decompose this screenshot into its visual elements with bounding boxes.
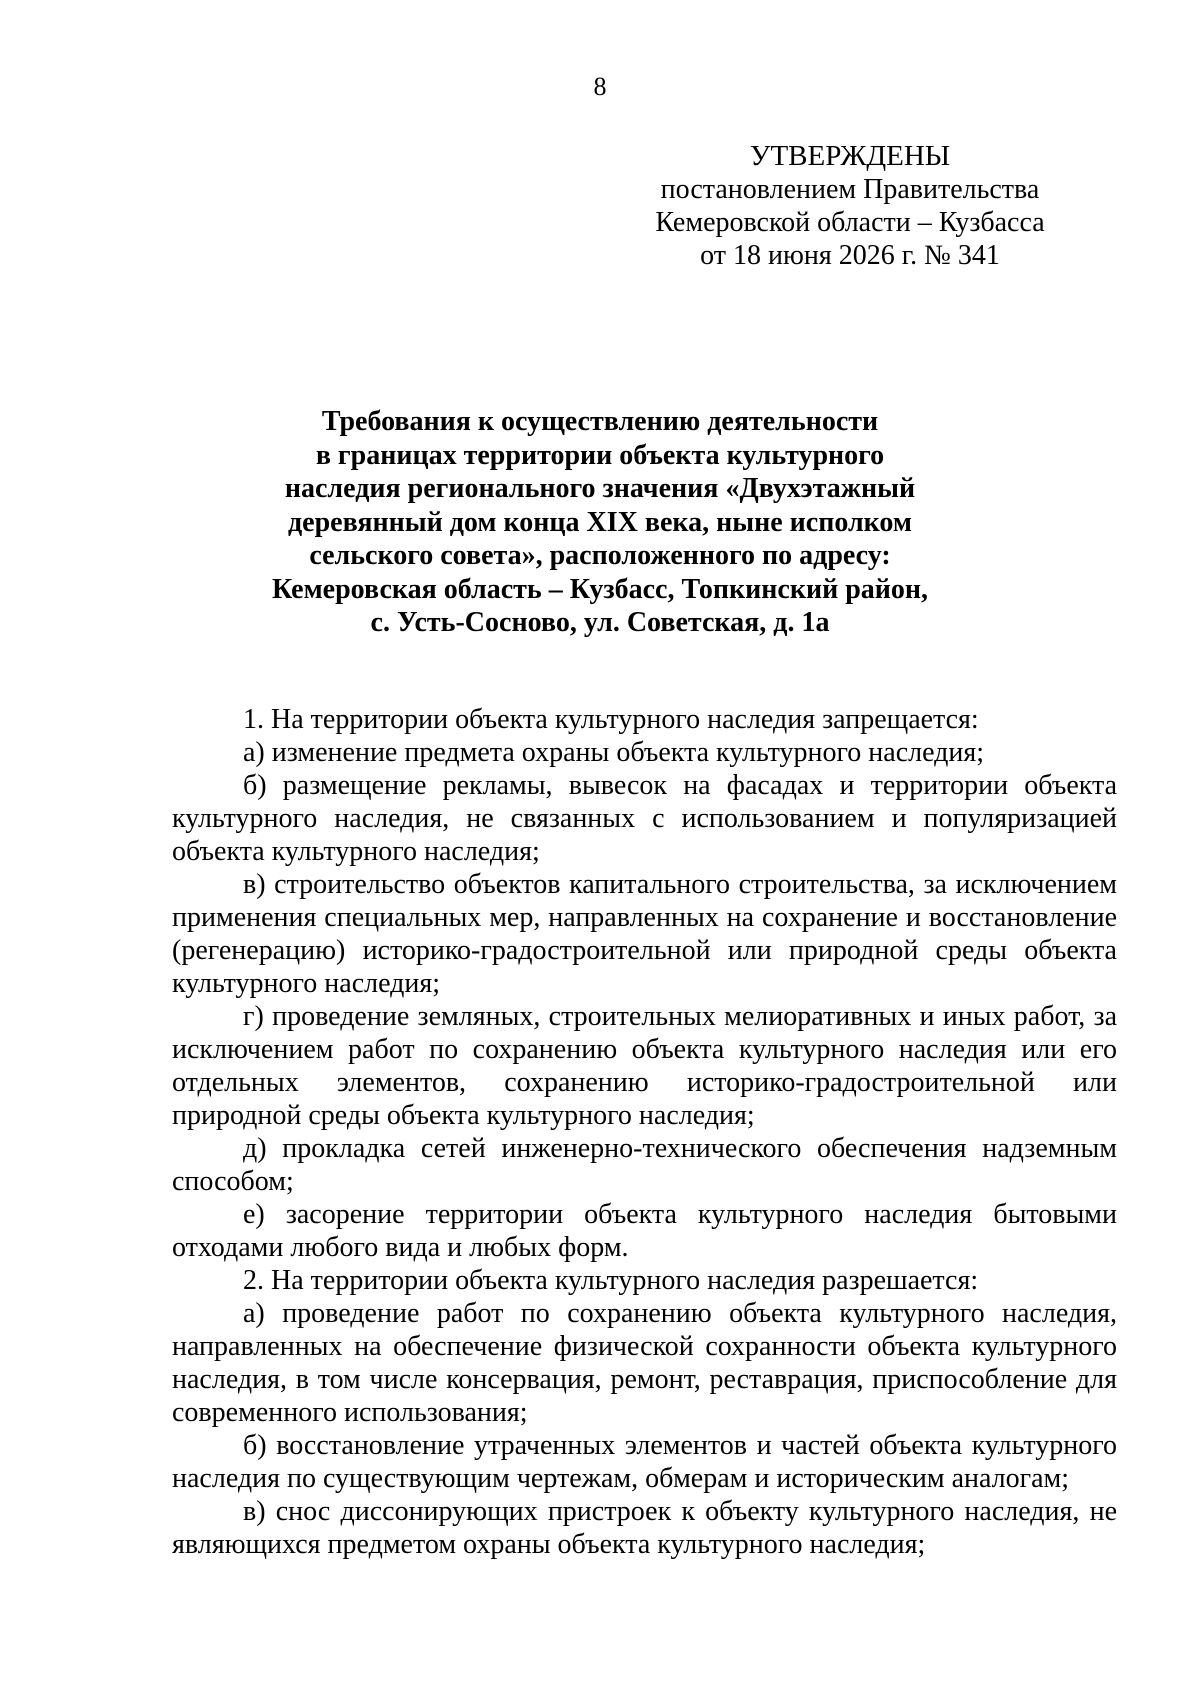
title-line: Требования к осуществлению деятельности	[321, 406, 879, 437]
approval-authority: постановлением Правительства	[660, 174, 1040, 205]
approval-date-number: от 18 июня 2026 г. № 341	[700, 240, 1000, 271]
approval-block	[640, 140, 1060, 272]
prohibition-item-b: б) размещение рекламы, вывесок на фасадах и территории объекта культурного наследия, не связанных с использованием и популяризацией объекта культурного наследия;	[172, 770, 1117, 867]
title-line: Кемеровская область – Кузбасс, Топкинский район,	[271, 573, 929, 605]
page-number: 8	[593, 72, 607, 101]
document-body	[172, 703, 1117, 1561]
prohibition-item-e: е) засорение территории объекта культурного наследия бытовыми отходами любого вида и любых форм.	[172, 1199, 1117, 1263]
approval-heading: УТВЕРЖДЕНЫ	[749, 140, 951, 172]
title-line: наследия регионального значения «Двухэтажный	[284, 473, 916, 504]
title-line: в границах территории объекта культурного	[315, 439, 885, 471]
section-2-heading: 2. На территории объекта культурного наследия разрешается:	[243, 1265, 979, 1296]
title-line: с. Усть-Сосново, ул. Советская, д. 1а	[370, 607, 830, 638]
prohibition-item-a: а) изменение предмета охраны объекта культурного наследия;	[243, 737, 985, 768]
prohibition-item-g: г) проведение земляных, строительных мелиоративных и иных работ, за исключением работ по сохранению объекта культурного наследия или его отдельных элементов, сохранению историко-градостроительной или природной среды объекта культурного наследия;	[172, 1001, 1117, 1131]
section-1-heading: 1. На территории объекта культурного наследия запрещается:	[243, 704, 979, 735]
title-line: сельского совета», расположенного по адресу:	[309, 540, 891, 571]
permission-item-v: в) снос диссонирующих пристроек к объекту культурного наследия, не являющихся предметом охраны объекта культурного наследия;	[172, 1496, 1117, 1560]
prohibition-item-d: д) прокладка сетей инженерно-технического обеспечения надземным способом;	[172, 1133, 1117, 1197]
permission-item-a: а) проведение работ по сохранению объекта культурного наследия, направленных на обеспечение физической сохранности объекта культурного наследия, в том числе консервация, ремонт, реставрация, приспособление для современного использования;	[172, 1298, 1117, 1428]
permission-item-b: б) восстановление утраченных элементов и частей объекта культурного наследия по существующим чертежам, обмерам и историческим аналогам;	[172, 1430, 1117, 1494]
title-line: деревянный дом конца XIX века, ныне исполком	[288, 506, 912, 538]
document-title	[240, 405, 960, 640]
prohibition-item-v: в) строительство объектов капитального строительства, за исключением применения специальных мер, направленных на сохранение и восстановление (регенерацию) историко-градостроительной или природной среды объекта культурного наследия;	[172, 869, 1117, 999]
approval-region: Кемеровской области – Кузбасса	[655, 207, 1045, 238]
